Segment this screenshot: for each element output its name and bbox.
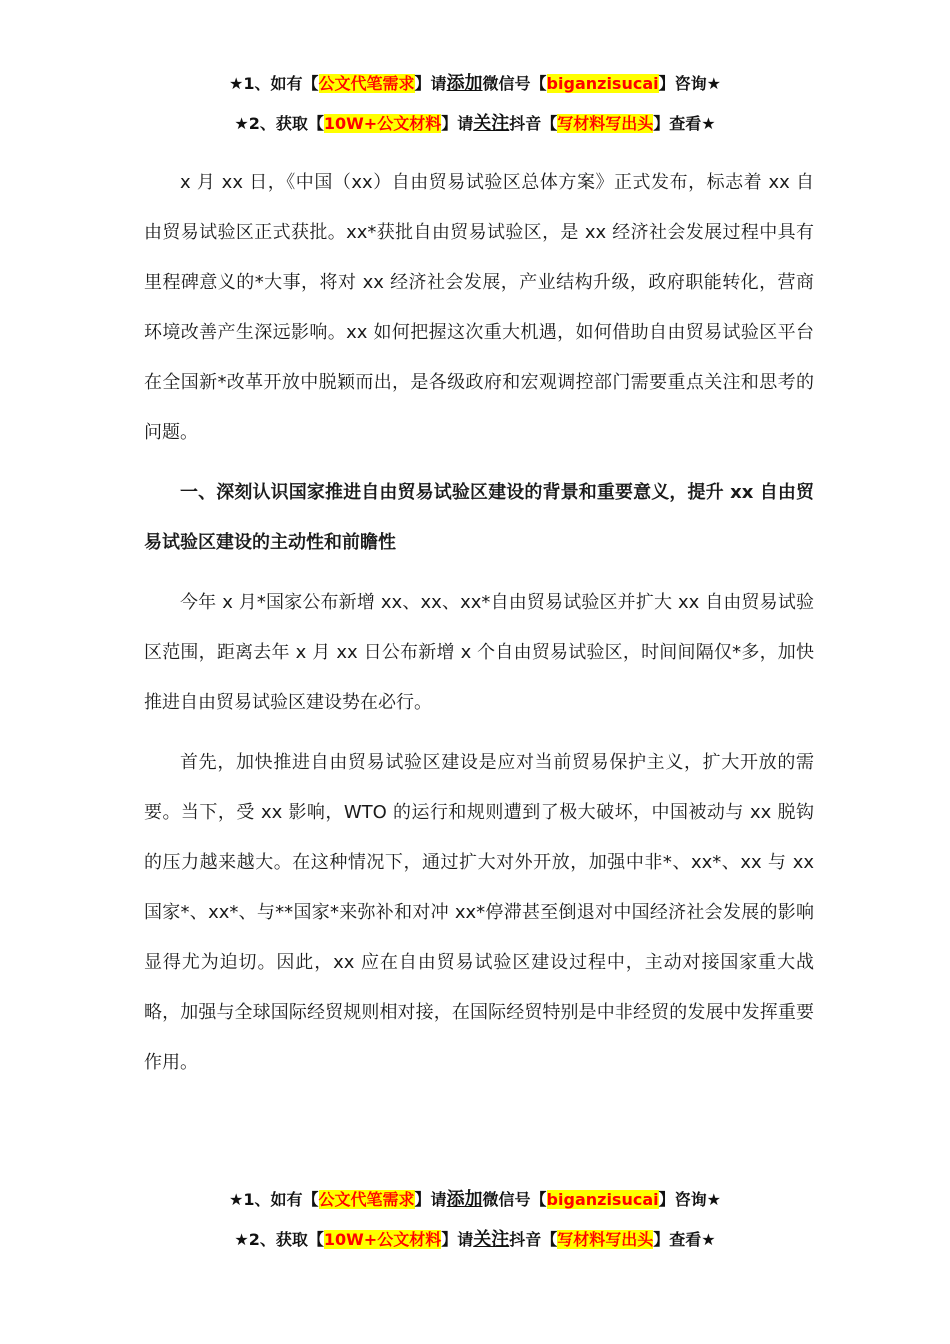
promo-line-1-mid2: 微信号【 bbox=[482, 74, 547, 93]
promo-line-2-highlight-materials: 10W+公文材料 bbox=[323, 114, 442, 133]
promo-line-1-highlight-wechat: biganzisucai bbox=[546, 1190, 659, 1209]
paragraph-background: 今年 x 月*国家公布新增 xx、xx、xx*自由贸易试验区并扩大 xx 自由贸易试验区范围，距离去年 x 月 xx 日公布新增 x 个自由贸易试验区，时间间隔仅*多，加快推进自由贸易试验区建设势在必行。 bbox=[144, 592, 814, 713]
promo-line-1-mid1: 】请 bbox=[414, 74, 447, 93]
bottom-promo-banner bbox=[0, 1180, 950, 1260]
top-promo-banner bbox=[0, 64, 950, 144]
promo-line-1-prefix: ★1、如有【 bbox=[229, 74, 319, 93]
promo-line-1-prefix: ★1、如有【 bbox=[229, 1190, 319, 1209]
promo-line-2-highlight-douyin: 写材料写出头 bbox=[557, 1230, 654, 1249]
promo-line-2-mid2: 抖音【 bbox=[509, 1230, 558, 1249]
promo-line-2-prefix: ★2、获取【 bbox=[234, 114, 324, 133]
promo-line-2-suffix: 】查看★ bbox=[653, 114, 716, 133]
promo-line-2 bbox=[0, 1220, 950, 1260]
promo-line-2-highlight-materials: 10W+公文材料 bbox=[323, 1230, 442, 1249]
paragraph-first-point: 首先，加快推进自由贸易试验区建设是应对当前贸易保护主义，扩大开放的需要。当下，受 xx 影响，WTO 的运行和规则遭到了极大破坏，中国被动与 xx 脱钩的压力越来越大。在这种情况下，通过扩大对外开放，加强中非*、xx*、xx 与 xx 国家*、xx*、与**国家*来弥补和对冲 xx*停滞甚至倒退对中国经济社会发展的影响显得尤为迫切。因此，xx 应在自由贸易试验区建设过程中，主动对接国家重大战略，加强与全球国际经贸规则相对接，在国际经贸特别是中非经贸的发展中发挥重要作用。 bbox=[144, 752, 814, 1073]
promo-line-1-highlight-service: 公文代笔需求 bbox=[318, 74, 415, 93]
promo-line-1-highlight-wechat: biganzisucai bbox=[546, 74, 659, 93]
promo-line-2-underline: 关注 bbox=[473, 1229, 510, 1250]
promo-line-2-highlight-douyin: 写材料写出头 bbox=[557, 114, 654, 133]
document-body bbox=[144, 158, 814, 1098]
promo-line-2-prefix: ★2、获取【 bbox=[234, 1230, 324, 1249]
promo-line-1-highlight-service: 公文代笔需求 bbox=[318, 1190, 415, 1209]
promo-line-1-underline: 添加 bbox=[446, 73, 483, 94]
promo-line-1 bbox=[0, 64, 950, 104]
promo-line-1-underline: 添加 bbox=[446, 1189, 483, 1210]
promo-line-1 bbox=[0, 1180, 950, 1220]
paragraph-intro: x 月 xx 日，《中国（xx）自由贸易试验区总体方案》正式发布，标志着 xx 自由贸易试验区正式获批。xx*获批自由贸易试验区，是 xx 经济社会发展过程中具有里程碑意义的*大事，将对 xx 经济社会发展，产业结构升级，政府职能转化，营商环境改善产生深远影响。xx 如何把握这次重大机遇，如何借助自由贸易试验区平台在全国新*改革开放中脱颖而出，是各级政府和宏观调控部门需要重点关注和思考的问题。 bbox=[144, 172, 814, 443]
promo-line-2-mid1: 】请 bbox=[441, 1230, 474, 1249]
promo-line-1-mid2: 微信号【 bbox=[482, 1190, 547, 1209]
promo-line-2-underline: 关注 bbox=[473, 113, 510, 134]
promo-line-1-mid1: 】请 bbox=[414, 1190, 447, 1209]
promo-line-2-suffix: 】查看★ bbox=[653, 1230, 716, 1249]
promo-line-1-suffix: 】咨询★ bbox=[658, 1190, 721, 1209]
promo-line-2-mid1: 】请 bbox=[441, 114, 474, 133]
section-heading-1: 一、深刻认识国家推进自由贸易试验区建设的背景和重要意义，提升 xx 自由贸易试验区建设的主动性和前瞻性 bbox=[144, 482, 814, 553]
promo-line-1-suffix: 】咨询★ bbox=[658, 74, 721, 93]
promo-line-2-mid2: 抖音【 bbox=[509, 114, 558, 133]
promo-line-2 bbox=[0, 104, 950, 144]
